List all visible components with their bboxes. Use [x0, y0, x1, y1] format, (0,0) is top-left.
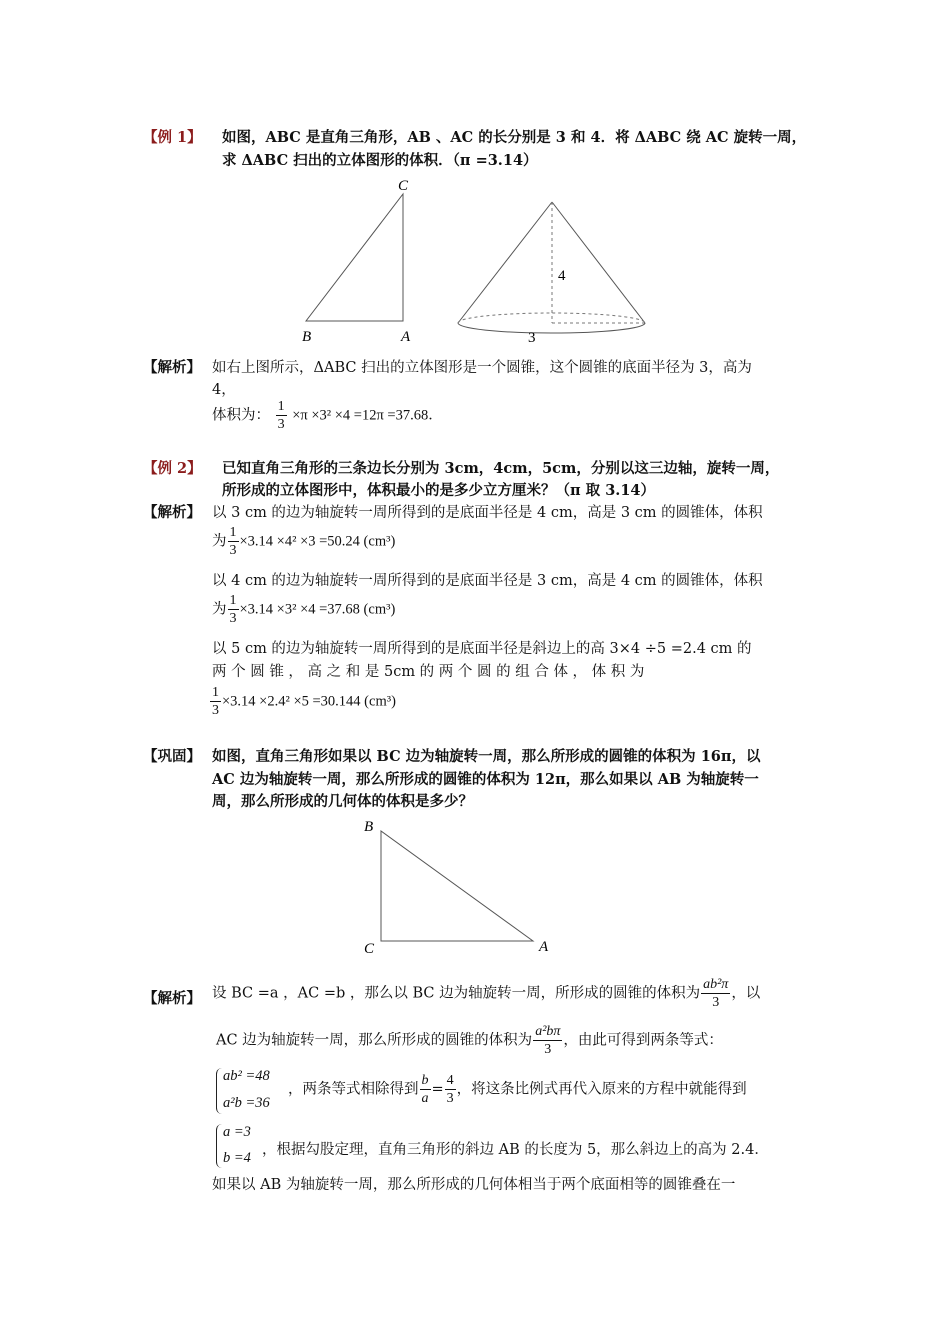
gonggu-solution-para-2	[216, 1023, 723, 1058]
equation-system-brace-1	[216, 1068, 222, 1114]
gonggu-line-1: 如图，直角三角形如果以 BC 边为轴旋转一周，那么所形成的圆锥的体积为 16π，以	[212, 748, 761, 765]
label-a: A	[401, 329, 411, 345]
gonggu-line-2: AC 边为轴旋转一周，那么所形成的圆锥的体积为 12π，那么如果以 AB 为轴旋转一	[212, 771, 759, 788]
example-2-line-2: 所形成的立体图形中，体积最小的是多少立方厘米？（π 取 3.14）	[222, 482, 656, 499]
fraction-one-third: $\frac{1}{3}$	[277, 399, 285, 432]
text-segment: ，将这条比例式再代入原来的方程中就能得到	[456, 1081, 747, 1098]
example-1-solution-tag: 【解析】	[143, 359, 201, 376]
gonggu-solution-para-4: ，根据勾股定理，直角三角形的斜边 AB 的长度为 5，那么斜边上的高为 2.4．	[262, 1142, 769, 1158]
fraction-one-third: $\frac{1}{3}$	[229, 593, 237, 626]
prefix-wei: 为	[212, 533, 227, 550]
volume-expression: ×π ×3² ×4 =12π =37.68．	[292, 407, 443, 424]
volume-prefix: 体积为：	[212, 407, 270, 424]
example-1-line-1: 如图，ABC 是直角三角形，AB 、AC 的长分别是 3 和 4．将 ΔABC 绕 AC 旋转一周，	[222, 129, 807, 146]
volume-expression-1: ×3.14 ×4² ×3 =50.24 (cm³)	[239, 533, 396, 550]
fraction-ab2pi-over-3: $\frac{\text{ab²π}}{3}$	[703, 977, 729, 1010]
text-segment: ，由此可得到两条等式：	[563, 1032, 723, 1049]
system-1-row-2: a²b =36	[223, 1095, 270, 1111]
example-2-solution-2: 以 4 cm 的边为轴旋转一周所得到的是底面半径是 3 cm，高是 4 cm 的圆锥体，体积	[212, 573, 763, 589]
system-2-row-1: a =3	[223, 1124, 251, 1140]
gonggu-solution-para-1	[212, 976, 760, 1011]
prefix-wei: 为	[212, 601, 227, 618]
gonggu-figure	[355, 812, 565, 962]
fraction-one-third: $\frac{1}{3}$	[212, 685, 219, 718]
equals-sign: =	[431, 1081, 444, 1098]
right-triangle-bca	[381, 831, 533, 941]
example-2-line-1: 已知直角三角形的三条边长分别为 3cm，4cm，5cm，分别以这三边轴，旋转一周，	[222, 460, 780, 477]
text-segment: ，以	[731, 985, 761, 1002]
example-1-volume	[212, 398, 443, 433]
example-1-figure	[290, 170, 660, 355]
example-2-solution-1-volume	[212, 524, 395, 559]
example-2-solution-3: 以 5 cm 的边为轴旋转一周所得到的是底面半径是斜边上的高 3×4 ÷5 =2.4 cm 的	[212, 641, 752, 657]
fraction-4-over-3: $\frac{4}{3}$	[446, 1073, 454, 1106]
gonggu-solution-para-5: 如果以 AB 为轴旋转一周，那么所形成的几何体相当于两个底面相等的圆锥叠在一	[212, 1177, 736, 1193]
label-b: B	[364, 819, 374, 835]
example-2-tag: 【例 2】	[143, 460, 202, 477]
equation-system-brace-2	[216, 1124, 222, 1168]
label-c: C	[364, 941, 375, 957]
text-segment: 设 BC =a ，AC =b ，那么以 BC 边为轴旋转一周，所形成的圆锥的体积为	[212, 985, 701, 1002]
text-segment: ，两条等式相除得到	[288, 1081, 419, 1098]
fraction-a2bpi-over-3: $\frac{\text{a²bπ}}{3}$	[535, 1024, 561, 1057]
example-2-solution-2-volume	[212, 592, 395, 627]
system-1-row-1: ab² =48	[223, 1068, 270, 1084]
cone-right-edge	[552, 202, 645, 323]
cone-base-front	[458, 323, 645, 333]
right-triangle-abc	[306, 194, 403, 321]
example-2-solution-3-volume	[209, 684, 396, 719]
example-1-tag: 【例 1】	[143, 129, 202, 146]
fraction-b-over-a: $\frac{b}{a}$	[421, 1073, 429, 1106]
example-2-solution-4: 两 个 圆 锥 ， 高 之 和 是 5cm 的 两 个 圆 的 组 合 体 ， 体 积 为	[212, 664, 645, 680]
gonggu-line-3: 周，那么所形成的几何体的体积是多少？	[212, 793, 473, 810]
cone-left-edge	[458, 202, 552, 323]
fraction-one-third: $\frac{1}{3}$	[229, 525, 237, 558]
label-a: A	[539, 939, 549, 955]
system-2-row-2: b =4	[223, 1150, 251, 1166]
example-2-solution-tag: 【解析】	[143, 504, 201, 521]
example-2-solution-1: 以 3 cm 的边为轴旋转一周所得到的是底面半径是 4 cm，高是 3 cm 的圆锥体，体积	[212, 505, 763, 521]
example-1-solution-line-2: 4，	[212, 382, 236, 398]
gonggu-solution-tag: 【解析】	[143, 990, 201, 1007]
label-b: B	[302, 329, 312, 345]
cone-height-label: 4	[558, 268, 566, 284]
text-segment: AC 边为轴旋转一周，那么所形成的圆锥的体积为	[216, 1032, 533, 1049]
gonggu-solution-para-3	[288, 1072, 747, 1107]
volume-expression-2: ×3.14 ×3² ×4 =37.68 (cm³)	[239, 601, 396, 618]
example-1-line-2: 求 ΔABC 扫出的立体图形的体积．（π =3.14）	[222, 152, 538, 169]
label-c: C	[398, 178, 409, 194]
cone-radius-label: 3	[528, 330, 536, 346]
example-1-solution-line-1: 如右上图所示，ΔABC 扫出的立体图形是一个圆锥，这个圆锥的底面半径为 3，高为	[212, 360, 752, 376]
volume-expression-3: ×3.14 ×2.4² ×5 =30.144 (cm³)	[222, 693, 396, 710]
gonggu-tag: 【巩固】	[143, 748, 201, 765]
